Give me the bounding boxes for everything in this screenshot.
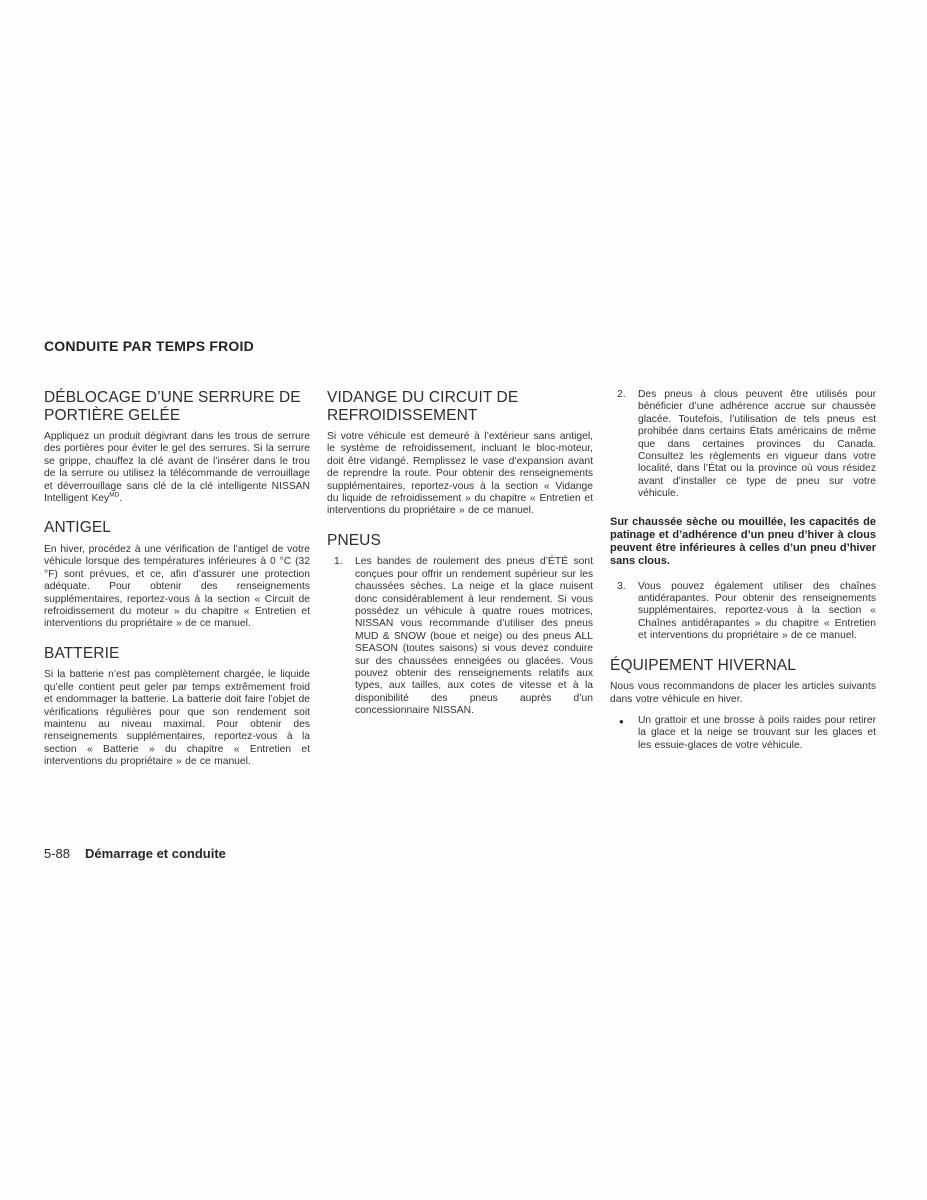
section-title-batterie: BATTERIE — [44, 644, 120, 662]
list-item-3 — [610, 581, 876, 643]
list-item-3-text: Vous pouvez également utiliser des chaînes antidérapantes. Pour obtenir des renseignements supplémentaires, reportez-vous à la section « Chaînes antidérapantes » du chapitre « Entretien et interventions du propriétaire » de ce manuel. — [638, 580, 876, 642]
list-item-2 — [610, 389, 876, 501]
list-item-1 — [327, 556, 593, 717]
column-3 — [610, 389, 876, 752]
section-title-equipement-hivernal: ÉQUIPEMENT HIVERNAL — [610, 656, 796, 674]
paragraph-equipement-intro: Nous vous recommandons de placer les articles suivants dans votre véhicule en hiver. — [610, 681, 876, 705]
paragraph-deblocage-text: Appliquez un produit dégivrant dans les trous de serrure des portières pour éviter le gel des serrures. Si la serrure se grippe, chauffez la clé avant de l’insérer dans le trou de la serrure ou utilisez la télécommande de verrouillage et déverrouillage sans clé de la clé intelligente NISSAN Intelligent Key — [44, 431, 310, 505]
bullet-icon: ● — [619, 717, 624, 726]
bullet-item-grattoir — [610, 715, 876, 752]
chapter-heading: CONDUITE PAR TEMPS FROID — [44, 338, 254, 354]
paragraph-deblocage-period: . — [119, 493, 123, 505]
section-title-deblocage: DÉBLOCAGE D’UNE SERRURE DE PORTIÈRE GELÉE — [44, 389, 301, 424]
list-number-2: 2. — [617, 389, 626, 400]
paragraph-vidange: Si votre véhicule est demeuré à l’extérieur sans antigel, le système de refroidissement, incluant le bloc-moteur, doit être vidangé. Remplissez le vase d’expansion avant de reprendre la route. Pour obtenir des renseignements supplémentaires, reportez-vous à la section « Vidange du liquide de refroidissement » du chapitre « Entretien et interventions du propriétaire » de ce manuel. — [327, 431, 593, 517]
bold-warning-note: Sur chaussée sèche ou mouillée, les capacités de patinage et d’adhérence d’un pneu d’hiver à clous peuvent être inférieures à celles d’un pneu d’hiver sans clous. — [610, 515, 876, 567]
paragraph-deblocage — [44, 431, 310, 505]
list-number-1: 1. — [334, 556, 343, 568]
trademark-superscript: MD — [109, 491, 120, 499]
footer-page-number: 5-88 — [44, 846, 71, 861]
list-number-3: 3. — [617, 580, 626, 592]
paragraph-batterie: Si la batterie n’est pas complètement chargée, le liquide qu’elle contient peut geler par temps extrêmement froid et endommager la batterie. La batterie doit faire l’objet de vérifications régulières pour que son rendement soit maintenu au niveau maximal. Pour obtenir des renseignements supplémentaires, reportez-vous à la section « Batterie » du chapitre « Entretien et interventions du propriétaire » de ce manuel. — [44, 669, 310, 768]
column-1 — [44, 389, 310, 769]
paragraph-antigel: En hiver, procédez à une vérification de l’antigel de votre véhicule lorsque des températures inférieures à 0 °C (32 °F) sont prévues, et ce, afin d’assurer une protection adéquate. Pour obtenir des renseignements supplémentaires, reportez-vous à la section « Circuit de refroidissement du moteur » du chapitre « Entretien et interventions du propriétaire » de ce manuel. — [44, 543, 310, 630]
list-item-2-text: Des pneus à clous peuvent être utilisés pour bénéficier d’une adhérence accrue sur chaussée glacée. Toutefois, l’utilisation de tels pneus est prohibée dans certains États américains de même que dans certaines provinces du Canada. Consultez les règlements en vigueur dans votre localité, dans l’État ou la province où vous résidez avant d’installer ce type de pneu sur votre véhicule. — [638, 389, 876, 500]
column-2 — [327, 389, 593, 718]
section-title-pneus: PNEUS — [327, 531, 381, 549]
list-item-1-text: Les bandes de roulement des pneus d’ÉTÉ sont conçues pour offrir un rendement supérieur sur les chaussées sèches. La neige et la glace nuisent donc considérablement à leur rendement. Si vous possédez un véhicule à quatre roues motrices, NISSAN vous recommande d’utiliser des pneus MUD & SNOW (boue et neige) ou des pneus ALL SEASON (toutes saisons) si vous devez conduire sur des chaussées enneigées ou glacées. Vous pouvez obtenir des renseignements relatifs aux types, aux tailles, aux cotes de vitesse et à la disponibilité des pneus auprès d’un concessionnaire NISSAN. — [355, 556, 593, 717]
section-title-antigel: ANTIGEL — [44, 519, 112, 537]
section-title-vidange: VIDANGE DU CIRCUIT DE REFROIDISSEMENT — [327, 389, 519, 424]
page-footer — [44, 846, 226, 861]
footer-chapter-title: Démarrage et conduite — [85, 846, 226, 861]
bullet-item-grattoir-text: Un grattoir et une brosse à poils raides pour retirer la glace et la neige se trouvant sur les glaces et les essuie-glaces de votre véhicule. — [638, 715, 876, 751]
